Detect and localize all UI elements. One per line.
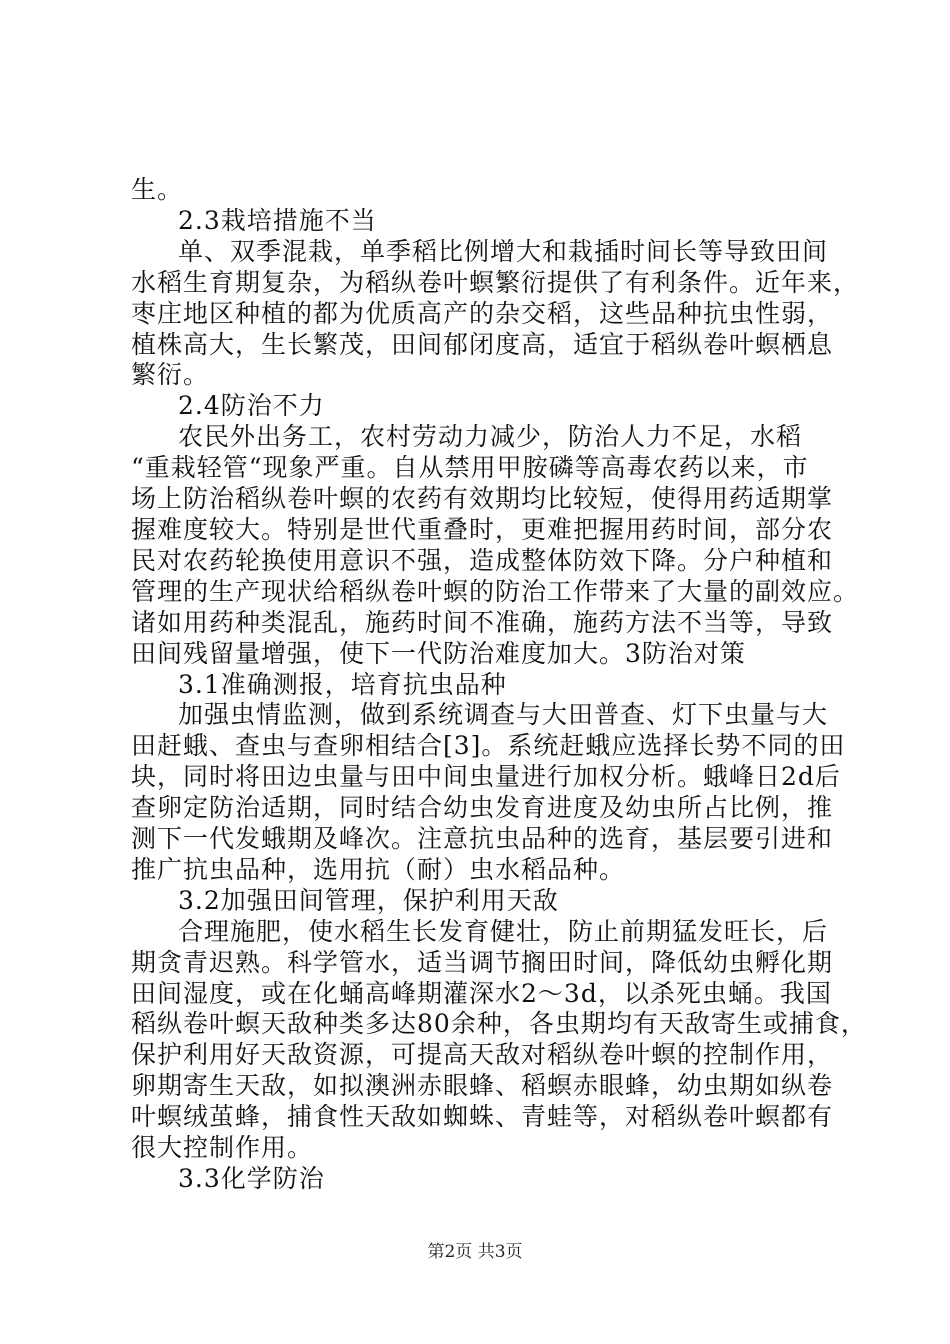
text-line: 管理的生产现状给稻纵卷叶螟的防治工作带来了大量的副效应。 xyxy=(131,577,860,606)
page-number-footer: 第2页 共3页 xyxy=(427,1242,523,1262)
text-line: 推广抗虫品种，选用抗（耐）虫水稻品种。 xyxy=(131,855,626,884)
text-line: 卵期寄生天敌，如拟澳洲赤眼蜂、稻螟赤眼蜂，幼虫期如纵卷 xyxy=(131,1071,834,1100)
text-line: 民对农药轮换使用意识不强，造成整体防效下降。分户种植和 xyxy=(131,546,834,575)
text-line: 查卵定防治适期，同时结合幼虫发育进度及幼虫所占比例，推 xyxy=(131,793,834,822)
section-heading-2-4: 2.4防治不力 xyxy=(178,391,325,420)
section-heading-3-3: 3.3化学防治 xyxy=(178,1164,325,1193)
section-heading-3-1: 3.1准确测报，培育抗虫品种 xyxy=(178,670,507,699)
text-line: 合理施肥，使水稻生长发育健壮，防止前期猛发旺长，后 xyxy=(178,917,829,946)
text-line: 很大控制作用。 xyxy=(131,1133,314,1162)
text-line: 田间残留量增强，使下一代防治难度加大。3防治对策 xyxy=(131,639,746,668)
section-heading-3-2: 3.2加强田间管理，保护利用天敌 xyxy=(178,886,559,915)
text-line: 植株高大，生长繁茂，田间郁闭度高，适宜于稻纵卷叶螟栖息 xyxy=(131,330,834,359)
text-line: 水稻生育期复杂，为稻纵卷叶螟繁衍提供了有利条件。近年来， xyxy=(131,268,860,297)
text-line: 单、双季混栽，单季稻比例增大和栽插时间长等导致田间 xyxy=(178,237,829,266)
text-line: 加强虫情监测，做到系统调查与大田普查、灯下虫量与大 xyxy=(178,700,829,729)
text-line: 诸如用药种类混乱，施药时间不准确，施药方法不当等，导致 xyxy=(131,608,834,637)
text-line: 叶螟绒茧蜂，捕食性天敌如蜘蛛、青蛙等，对稻纵卷叶螟都有 xyxy=(131,1102,834,1131)
text-line: 保护利用好天敌资源，可提高天敌对稻纵卷叶螟的控制作用， xyxy=(131,1040,834,1069)
text-line: 生。 xyxy=(131,175,184,204)
text-line: 测下一代发蛾期及峰次。注意抗虫品种的选育，基层要引进和 xyxy=(131,824,834,853)
text-line: 田间湿度，或在化蛹高峰期灌深水2～3d，以杀死虫蛹。我国 xyxy=(131,979,832,1008)
text-line: 块，同时将田边虫量与田中间虫量进行加权分析。蛾峰日2d后 xyxy=(131,762,841,791)
text-line: 繁衍。 xyxy=(131,360,210,389)
text-line: 枣庄地区种植的都为优质高产的杂交稻，这些品种抗虫性弱， xyxy=(131,299,834,328)
text-line: 田赶蛾、查虫与查卵相结合[3]。系统赶蛾应选择长势不同的田 xyxy=(131,731,846,760)
text-line: 场上防治稻纵卷叶螟的农药有效期均比较短，使得用药适期掌 xyxy=(131,484,834,513)
text-line: 农民外出务工，农村劳动力减少，防治人力不足，水稻 xyxy=(178,422,803,451)
text-line: “重栽轻管“现象严重。自从禁用甲胺磷等高毒农药以来，市 xyxy=(131,453,809,482)
section-heading-2-3: 2.3栽培措施不当 xyxy=(178,206,377,235)
text-line: 期贪青迟熟。科学管水，适当调节搁田时间，降低幼虫孵化期 xyxy=(131,948,834,977)
text-line: 握难度较大。特别是世代重叠时，更难把握用药时间，部分农 xyxy=(131,515,834,544)
text-line: 稻纵卷叶螟天敌种类多达80余种，各虫期均有天敌寄生或捕食， xyxy=(131,1009,867,1038)
